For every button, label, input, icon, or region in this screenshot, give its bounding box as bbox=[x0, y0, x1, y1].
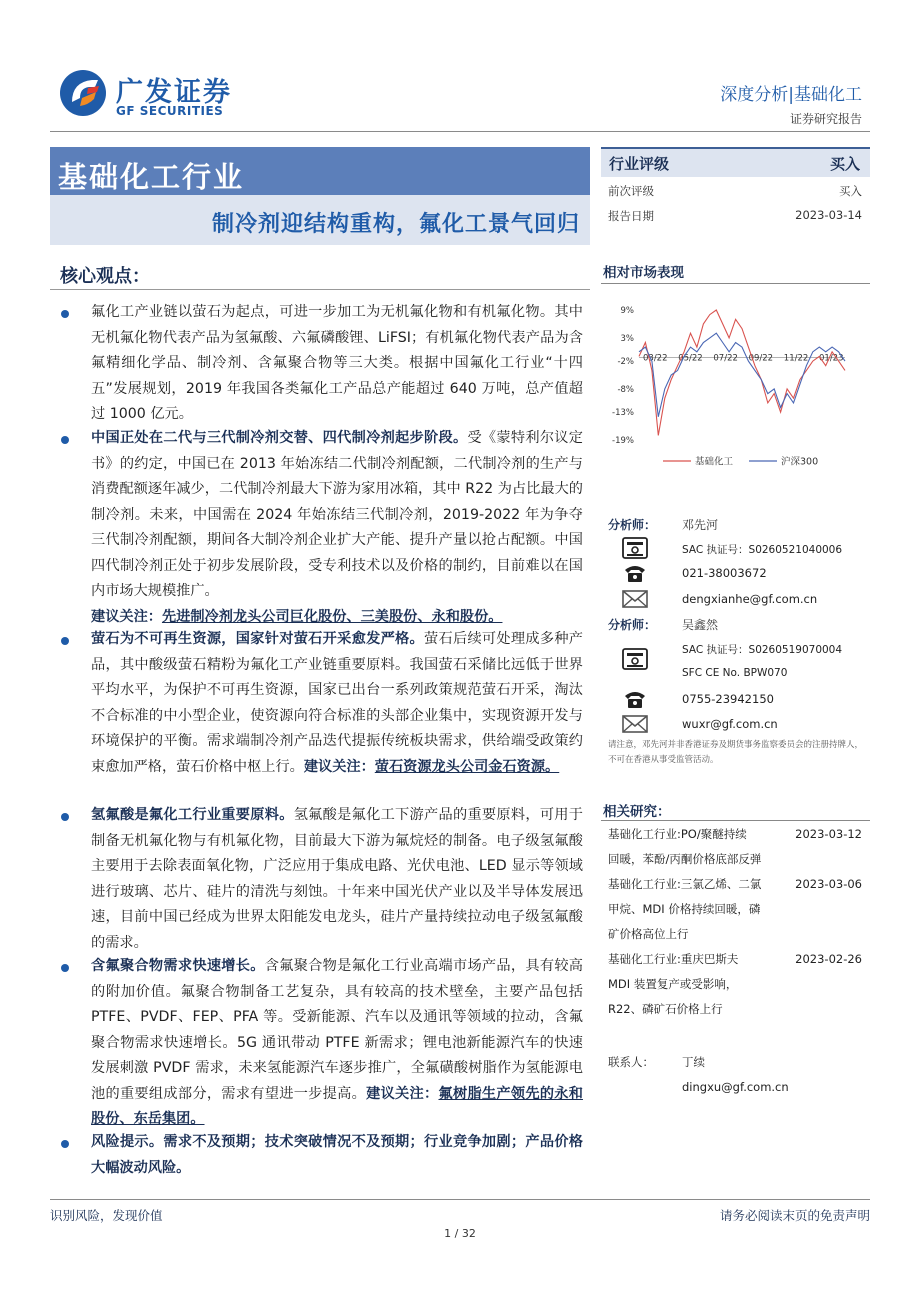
analyst-1-name: 邓先河 bbox=[682, 518, 719, 532]
x-tick-label: 03/22 bbox=[643, 353, 668, 364]
paragraph-3 bbox=[91, 627, 583, 780]
market-chart-svg bbox=[601, 298, 870, 478]
related-item-line: MDI 装置复产或受影响， bbox=[608, 977, 738, 991]
p6-text: 风险提示。需求不及预期；技术突破情况不及预期；行业竞争加剧；产品价格大幅波动风险。 bbox=[91, 1134, 583, 1176]
gf-logo-icon bbox=[58, 68, 108, 118]
related-item-date: 2023-03-12 bbox=[795, 827, 862, 841]
contact-name: 丁续 bbox=[682, 1055, 705, 1069]
related-item-date: 2023-02-26 bbox=[795, 952, 862, 966]
analyst-2-phone: 0755-23942150 bbox=[682, 692, 774, 706]
phone-icon bbox=[622, 562, 648, 584]
p5-rec: 氟树脂生产领先的永和股份、东岳集团。 bbox=[91, 1085, 583, 1127]
legend-label: 沪深300 bbox=[781, 456, 819, 468]
p2-rec: 先进制冷剂龙头公司巨化股份、三美股份、永和股份。 bbox=[161, 608, 503, 625]
x-tick-label: 07/22 bbox=[713, 353, 738, 364]
x-tick-label: 01/23 bbox=[819, 353, 844, 364]
paragraph-6 bbox=[91, 1130, 583, 1181]
core-divider bbox=[50, 289, 590, 290]
p3-rec: 萤石资源龙头公司金石资源。 bbox=[374, 758, 560, 775]
license-note: 请注意，邓先河并非香港证券及期货事务监察委员会的注册持牌人，不可在香港从事受监管活动。 bbox=[608, 740, 864, 765]
report-date-row bbox=[608, 208, 862, 228]
id-card-icon bbox=[622, 537, 648, 559]
bullet-3 bbox=[61, 637, 69, 645]
y-tick-label: -19% bbox=[612, 436, 634, 446]
contact-email[interactable]: dingxu@gf.com.cn bbox=[682, 1080, 789, 1094]
related-item-line: 基础化工行业:三氯乙烯、二氯 bbox=[608, 877, 762, 891]
related-item-line: 矿价格高位上行 bbox=[608, 927, 689, 941]
analyst-1-role: 分析师： bbox=[608, 518, 657, 532]
rating-label: 行业评级 bbox=[609, 155, 670, 173]
paragraph-4 bbox=[91, 803, 583, 956]
id-card-icon bbox=[622, 648, 648, 670]
report-category: 深度分析|基础化工 bbox=[720, 85, 862, 105]
related-item-line: 回暖，苯酚/丙酮价格底部反弹 bbox=[608, 852, 762, 866]
analyst-1-sac: SAC 执证号：S0260521040006 bbox=[682, 544, 843, 556]
related-item-date: 2023-03-06 bbox=[795, 877, 862, 891]
p4-text: 氢氟酸是氟化工下游产品的重要原料，可用于制备无机氟化物与有机氟化物，目前最大下游为氟烷烃的制备。电子级氢氟酸主要用于去除表面氧化物，广泛应用于集成电路、光伏电池、LED 显示等领域进行玻璃、芯片、硅片的清洗与刻蚀。十年来中国光伏产业以及半导体发展迅速，目前中国已经成为世界太阳能发电龙头，硅片产量持续拉动电子级氢氟酸的需求。 bbox=[91, 807, 583, 951]
p4-bold: 氢氟酸是氟化工行业重要原料。 bbox=[91, 807, 294, 823]
analyst-2-role: 分析师： bbox=[608, 618, 657, 632]
core-title: 核心观点： bbox=[60, 266, 150, 287]
report-type: 证券研究报告 bbox=[789, 112, 862, 126]
mail-icon bbox=[622, 713, 648, 735]
x-tick-label: 09/22 bbox=[748, 353, 774, 364]
related-item[interactable] bbox=[608, 947, 862, 1022]
analyst-2-email[interactable]: wuxr@gf.com.cn bbox=[682, 717, 778, 731]
analyst-1-email[interactable]: dengxianhe@gf.com.cn bbox=[682, 592, 818, 606]
gf-logo bbox=[58, 66, 258, 122]
paragraph-2 bbox=[91, 426, 583, 630]
header-divider bbox=[50, 131, 870, 132]
p2-bold: 中国正处在二代与三代制冷剂交替、四代制冷剂起步阶段。 bbox=[91, 430, 468, 446]
prev-rating-row bbox=[608, 183, 862, 203]
industry-title: 基础化工行业 bbox=[50, 147, 590, 195]
logo-cn: 广发证券 bbox=[116, 77, 232, 108]
footer-slogan: 识别风险，发现价值 bbox=[50, 1208, 163, 1223]
p2-rec-label: 建议关注： bbox=[91, 608, 162, 625]
y-tick-label: -8% bbox=[617, 384, 634, 395]
bullet-2 bbox=[61, 436, 69, 444]
analyst-2-name: 吴鑫然 bbox=[682, 618, 719, 632]
rating-header bbox=[601, 147, 870, 177]
y-tick-label: -2% bbox=[617, 357, 634, 368]
p2-text: 受《蒙特利尔议定书》的约定，中国已在 2013 年始冻结二代制冷剂配额，二代制冷剂的生产与消费配额逐年减少，二代制冷剂最大下游为家用冰箱，其中 R22 为占比最大的制冷剂。未来，中国需在 2024 年始冻结三代制冷剂，2019-2022 年为争夺三代制冷剂配额，期间各大制冷剂企业扩大产能、提升产量以抢占配额。中国四代制冷剂正处于初步发展阶段，受专利技术以及价格的制约，目前难以在国内市场大规模推广。 bbox=[91, 430, 583, 599]
p5-bold: 含氟聚合物需求快速增长。 bbox=[91, 958, 265, 974]
footer-divider bbox=[50, 1199, 870, 1200]
related-title: 相关研究： bbox=[603, 804, 671, 820]
bullet-5 bbox=[61, 964, 69, 972]
rating-value: 买入 bbox=[829, 155, 860, 173]
p5-text: 含氟聚合物是氟化工行业高端市场产品，具有较高的附加价值。氟聚合物制备工艺复杂，具有较高的技术壁垒，主要产品包括 PTFE、PVDF、FEP、PFA 等。受新能源、汽车以及通讯等领域的拉动，含氟聚合物需求快速增长。5G 通讯带动 PTFE 新需求；锂电池新能源汽车的快速发展刺激 PVDF 需求，未来氢能源汽车逐步推广，全氟磺酸树脂作为氢能源电池的重要组成部分，需求有望进一步提高。 bbox=[91, 958, 583, 1102]
page-number: 1 / 32 bbox=[444, 1227, 476, 1240]
report-date-label: 报告日期 bbox=[608, 209, 654, 223]
paragraph-5 bbox=[91, 954, 583, 1133]
x-tick-label: 11/22 bbox=[783, 353, 809, 364]
related-item-line: R22、磷矿石价格上行 bbox=[608, 1002, 723, 1016]
related-item-line: 基础化工行业:重庆巴斯夫 bbox=[608, 952, 739, 966]
analyst-1-phone: 021-38003672 bbox=[682, 566, 767, 580]
related-divider bbox=[601, 820, 870, 821]
bullet-1 bbox=[61, 310, 69, 318]
p5-rec-label: 建议关注： bbox=[366, 1085, 439, 1102]
related-item-line: 甲烷、MDI 价格持续回暖，磷 bbox=[608, 902, 761, 916]
market-divider bbox=[601, 283, 870, 284]
market-chart bbox=[601, 298, 870, 478]
series-line bbox=[639, 310, 845, 435]
legend-label: 基础化工 bbox=[695, 456, 734, 468]
market-title: 相对市场表现 bbox=[603, 265, 684, 281]
analyst-2-sfc: SFC CE No. BPW070 bbox=[682, 667, 788, 679]
related-item[interactable] bbox=[608, 822, 862, 872]
prev-rating-label: 前次评级 bbox=[608, 184, 654, 198]
related-item[interactable] bbox=[608, 872, 862, 947]
phone-icon bbox=[622, 688, 648, 710]
bullet-6 bbox=[61, 1140, 69, 1148]
y-tick-label: 3% bbox=[620, 333, 634, 344]
prev-rating-value: 买入 bbox=[839, 184, 862, 198]
contact-label: 联系人： bbox=[608, 1055, 654, 1069]
mail-icon bbox=[622, 588, 648, 610]
y-tick-label: -13% bbox=[612, 408, 634, 419]
logo-en: GF SECURITIES bbox=[116, 104, 224, 118]
series-line bbox=[639, 333, 845, 417]
y-tick-label: 9% bbox=[620, 306, 634, 316]
report-title: 制冷剂迎结构重构，氟化工景气回归 bbox=[50, 195, 590, 245]
p3-text: 萤石后续可处理成多种产品，其中酸级萤石精粉为氟化工产业链重要原料。我国萤石采储比远低于世界平均水平，为保护不可再生资源，国家已出台一系列政策规范萤石开采，淘汰不合标准的中小型企业，使资源向符合标准的头部企业集中，实现资源开发与环境保护的平衡。需求端制冷剂产品迭代提振传统板块需求，供给端受政策约束愈加严格，萤石价格中枢上行。 bbox=[91, 631, 583, 775]
p3-rec-label: 建议关注： bbox=[303, 758, 375, 775]
x-tick-label: 05/22 bbox=[678, 353, 703, 364]
paragraph-1 bbox=[91, 300, 583, 428]
analyst-2-sac: SAC 执证号：S0260519070004 bbox=[682, 644, 843, 656]
p1-text: 氟化工产业链以萤石为起点，可进一步加工为无机氟化物和有机氟化物。其中无机氟化物代表产品为氢氟酸、六氟磷酸锂、LiFSI；有机氟化物代表产品为含氟精细化学品、制冷剂、含氟聚合物等三大类。根据中国氟化工行业“十四五”发展规划，2019 年我国各类氟化工产品总产能超过 640 万吨，总产值超过 1000 亿元。 bbox=[91, 304, 583, 422]
bullet-4 bbox=[61, 813, 69, 821]
report-date-value: 2023-03-14 bbox=[795, 208, 862, 222]
related-item-line: 基础化工行业:PO/聚醚持续 bbox=[608, 827, 747, 841]
p3-bold: 萤石为不可再生资源，国家针对萤石开采愈发严格。 bbox=[91, 631, 425, 647]
footer-disclaimer: 请务必阅读末页的免责声明 bbox=[719, 1208, 870, 1223]
